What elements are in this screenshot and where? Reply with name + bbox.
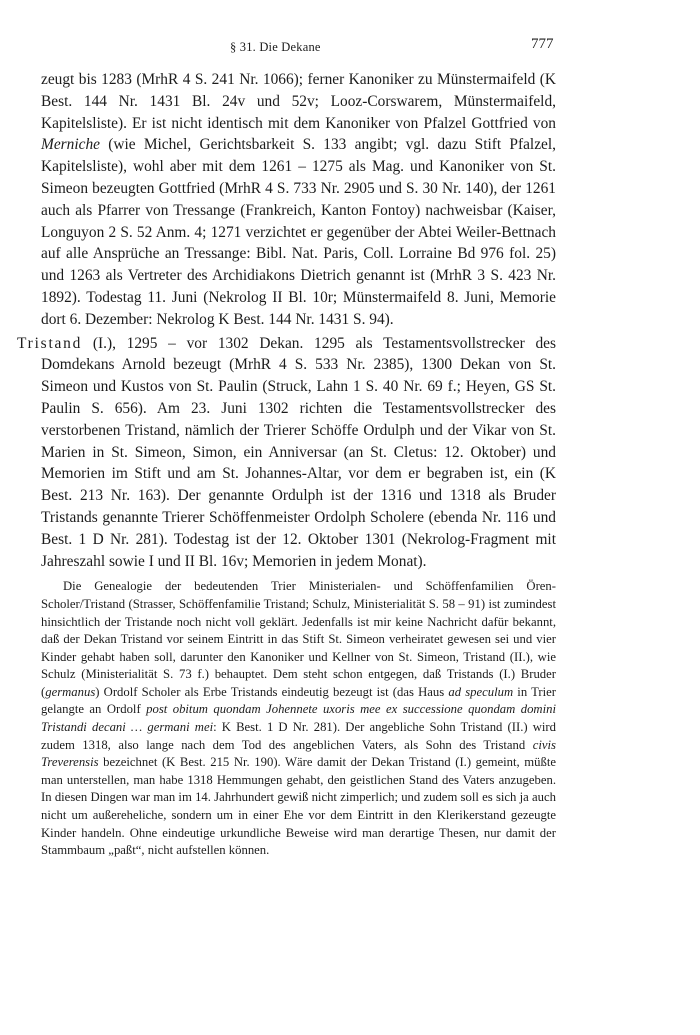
entry-tristand bbox=[17, 333, 556, 573]
note-text-1: Die Genealogie der bedeutenden Trier Ministerialen- und Schöffenfamilien Ören-Scholer/Tristand (Strasser, Schöffenfamilie Tristand; Schulz, Ministerialität S. 58 – 91) ist zumindest hinsichtlich der Tristande noch nicht voll geklärt. Jedenfalls ist mir keine Nachricht dafür bekannt, daß der Dekan Tristand vor seinem Eintritt in das Stift St. Simeon verheiratet gewesen sei und vier Kinder gehabt haben soll, darunter den Kanoniker und Kellner von St. Simeon, Tristand (II.), wie Schulz (Ministerialität S. 73 f.) behauptet. Dem steht schon entgegen, daß Tristands (I.) Bruder ( bbox=[41, 579, 556, 699]
note-italic-2: ad speculum bbox=[448, 684, 514, 699]
entry-name: Tristand bbox=[17, 334, 83, 352]
note-text-4: : K Best. 1 D Nr. 281). Der angebliche Sohn Tristand (II.) wird zudem 1318, also lange nach dem Tod des angeblichen Vaters, als Sohn des Tristand bbox=[41, 720, 556, 752]
page-number: 777 bbox=[531, 36, 554, 52]
note-text-5: bezeichnet (K Best. 215 Nr. 190). Wäre damit der Dekan Tristand (I.) gemeint, müßte man unterstellen, man habe 1318 Hemmungen gehabt, den geistlichen Stand des Vaters anzugeben. In diesen Dingen war man im 14. Jahrhundert gewiß nicht zimperlich; und zudem soll es sich ja auch nicht um außereheliche, sondern um in einer Ehe vor dem Eintritt in den Klerikerstand gezeugte Kinder handeln. Ohne eindeutige urkundliche Beweise wird man derartige Thesen, nur damit der Stammbaum „paßt“, nicht aufstellen können. bbox=[41, 755, 556, 858]
note-text-3: in Trier gelangte an Ordolf bbox=[41, 684, 557, 717]
note-italic-1: germanus bbox=[45, 684, 96, 699]
note-italic-3: post obitum quondam Johennete uxoris mee ex successione quondam domini Tristandi decani … germani mei bbox=[41, 702, 556, 735]
entry-continuation-text-2: (wie Michel, Gerichtsbarkeit S. 133 angibt; vgl. dazu Stift Pfalzel, Kapitelsliste), wohl aber mit dem 1261 – 1275 als Mag. und Kanoniker von St. Simeon bezeugten Gottfried (MrhR 4 S. 733 Nr. 2905 und S. 30 Nr. 140), der 1261 auch als Pfarrer von Tressange (Frankreich, Kanton Fontoy) nachweisbar (Kaiser, Longuyon 2 S. 52 Anm. 4; 1271 verzichtet er gegenüber der Abtei Weiler-Bettnach auf alle Ansprüche an Tressange: Bibl. Nat. Paris, Coll. Lorraine Bd 976 fol. 25) und 1263 als Vertreter des Archidiakons Dietrich genannt ist (MrhR 3 S. 423 Nr. 1892). Todestag 11. Juni (Nekrolog II Bl. 10r; Münstermaifeld 8. Juni, Memorie dort 6. Dezember: Nekrolog K Best. 144 Nr. 1431 S. 94). bbox=[41, 136, 556, 328]
running-title: § 31. Die Dekane bbox=[230, 40, 321, 54]
note-text-2: ) Ordolf Scholer als Erbe Tristands eindeutig bezeugt ist (das Haus bbox=[95, 684, 449, 699]
note-italic-4: civis Treverensis bbox=[41, 737, 556, 770]
entry-text: (I.), 1295 – vor 1302 Dekan. 1295 als Testamentsvollstrecker des Domdekans Arnold bezeugt (MrhR 4 S. 533 Nr. 2385), 1300 Dekan von St. Simeon und Kustos von St. Paulin (Struck, Lahn 1 S. 40 Nr. 69 f.; Heyen, GS St. Paulin S. 656). Am 23. Juni 1302 richten die Testamentsvollstrecker des verstorbenen Tristand, nämlich der Trierer Schöffe Ordulph und der Vikar von St. Marien in St. Simeon, Simon, ein Anniversar (an St. Cletus: 12. Oktober) und Memorien im Stift und am St. Johannes-Altar, vor dem er begraben ist, ein (K Best. 213 Nr. 163). Der genannte Ordulph ist der 1316 und 1318 als Bruder Tristands genannte Trierer Schöffenmeister Ordolph Scholere (ebenda Nr. 116 und Best. 1 D Nr. 281). Todestag ist der 12. Oktober 1301 (Nekrolog-Fragment mit Jahreszahl sowie I und II Bl. 16v; Memorien in jedem Monat). bbox=[41, 334, 556, 570]
entry-continuation bbox=[41, 69, 556, 331]
page-header bbox=[0, 36, 700, 60]
footnote-paragraph bbox=[41, 578, 556, 860]
entry-continuation-text: zeugt bis 1283 (MrhR 4 S. 241 Nr. 1066); ferner Kanoniker zu Münstermaifeld (K Best. 144 Nr. 1431 Bl. 24v und 52v; Looz-Corswarem, Münstermaifeld, Kapitelsliste). Er ist nicht identisch mit dem Kanoniker von Pfalzel Gottfried von bbox=[41, 71, 556, 132]
italic-term: Merniche bbox=[41, 136, 100, 154]
page-body bbox=[17, 69, 557, 860]
